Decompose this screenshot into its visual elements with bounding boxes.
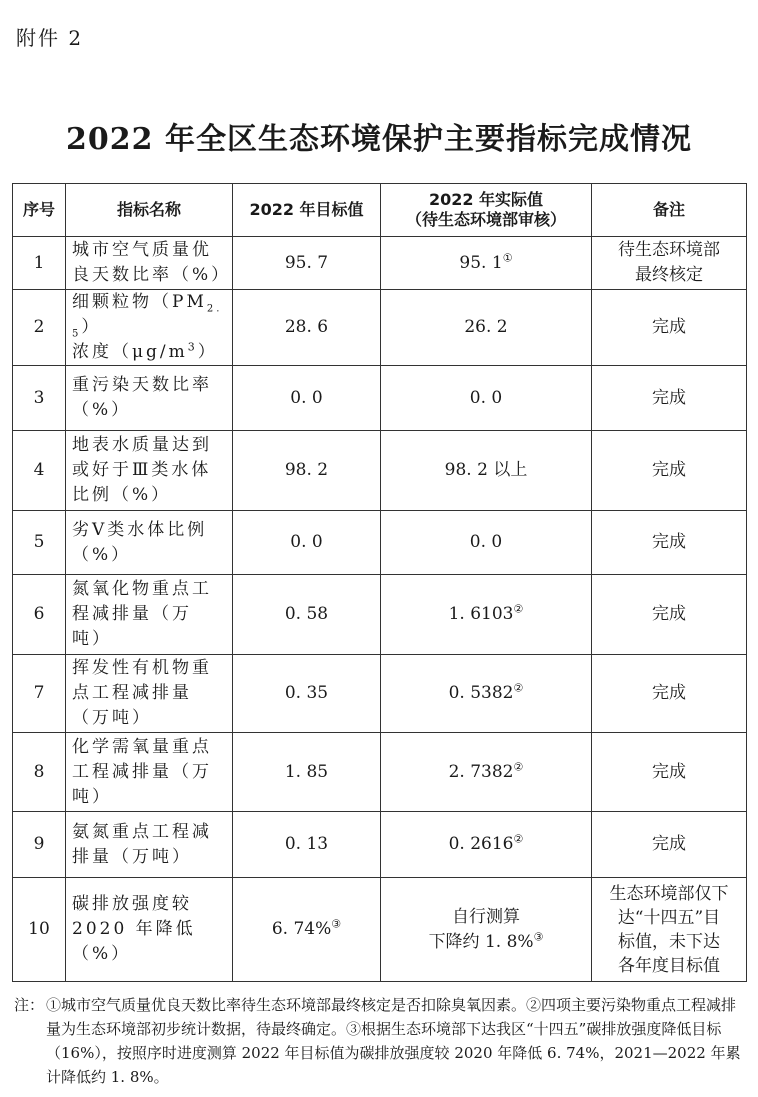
row-actual: 26. 2 xyxy=(381,290,592,366)
row-actual: 0. 2616② xyxy=(381,812,592,878)
footnote-text: ①城市空气质量优良天数比率待生态环境部最终核定是否扣除臭氧因素。②四项主要污染物重点工程减排量为生态环境部初步统计数据，待最终确定。③根据生态环境部下达我区“十四五”碳排放强度降低目标（16%），按照序时进度测算 2022 年目标值为碳排放强度较 2020 年降低 6. 74%，2021—2022 年累计降低约 1. 8%。 xyxy=(46,996,741,1086)
row-no: 10 xyxy=(13,878,66,982)
row-no: 1 xyxy=(13,237,66,290)
row-target: 95. 7 xyxy=(233,237,381,290)
header-no: 序号 xyxy=(13,184,66,237)
row-remark: 完成 xyxy=(592,655,747,733)
table-row xyxy=(13,655,747,733)
table-row xyxy=(13,290,747,366)
row-target: 98. 2 xyxy=(233,431,381,511)
attachment-label: 附件 2 xyxy=(16,26,84,50)
row-actual: 0. 0 xyxy=(381,366,592,431)
row-name: 城市空气质量优 良天数比率（%） xyxy=(66,237,233,290)
row-no: 8 xyxy=(13,733,66,812)
row-remark: 完成 xyxy=(592,511,747,575)
row-target: 1. 85 xyxy=(233,733,381,812)
row-remark: 完成 xyxy=(592,366,747,431)
header-actual: 2022 年实际值 （待生态环境部审核） xyxy=(381,184,592,237)
row-no: 5 xyxy=(13,511,66,575)
row-remark: 完成 xyxy=(592,431,747,511)
row-no: 2 xyxy=(13,290,66,366)
row-name: 细颗粒物$(PM_{2. 5})$ 浓度$(\mu g/m^3)$ xyxy=(66,290,233,366)
table-row xyxy=(13,575,747,655)
row-name: 劣Ⅴ类水体比例 （%） xyxy=(66,511,233,575)
row-remark: 完成 xyxy=(592,575,747,655)
table-row xyxy=(13,237,747,290)
row-actual: 95. 1① xyxy=(381,237,592,290)
header-remark: 备注 xyxy=(592,184,747,237)
row-target: 6. 74%③ xyxy=(233,878,381,982)
row-target: 0. 0 xyxy=(233,511,381,575)
row-target: 28. 6 xyxy=(233,290,381,366)
row-target: 0. 35 xyxy=(233,655,381,733)
row-actual: 自行测算 下降约 1. 8%③ xyxy=(381,878,592,982)
table-row xyxy=(13,431,747,511)
header-target: 2022 年目标值 xyxy=(233,184,381,237)
indicator-table xyxy=(12,183,747,982)
row-name: 氮氧化物重点工 程减排量（万 吨） xyxy=(66,575,233,655)
table-header-row xyxy=(13,184,747,237)
row-no: 3 xyxy=(13,366,66,431)
row-no: 4 xyxy=(13,431,66,511)
row-actual: 98. 2 以上 xyxy=(381,431,592,511)
row-target: 0. 0 xyxy=(233,366,381,431)
row-no: 7 xyxy=(13,655,66,733)
row-target: 0. 13 xyxy=(233,812,381,878)
row-remark: 待生态环境部 最终核定 xyxy=(592,237,747,290)
row-no: 6 xyxy=(13,575,66,655)
page-title: 2022 年全区生态环境保护主要指标完成情况 xyxy=(66,122,692,157)
row-name: 化学需氧量重点 工程减排量（万 吨） xyxy=(66,733,233,812)
row-target: 0. 58 xyxy=(233,575,381,655)
row-name: 碳排放强度较 2020 年降低（%） xyxy=(66,878,233,982)
table-row xyxy=(13,812,747,878)
header-name: 指标名称 xyxy=(66,184,233,237)
row-actual: 0. 5382② xyxy=(381,655,592,733)
row-actual: 1. 6103② xyxy=(381,575,592,655)
table-row xyxy=(13,366,747,431)
table-row xyxy=(13,878,747,982)
row-remark: 完成 xyxy=(592,290,747,366)
row-remark: 完成 xyxy=(592,812,747,878)
table-row xyxy=(13,733,747,812)
row-remark: 完成 xyxy=(592,733,747,812)
row-actual: 0. 0 xyxy=(381,511,592,575)
footnote xyxy=(14,993,748,1089)
row-no: 9 xyxy=(13,812,66,878)
table-row xyxy=(13,511,747,575)
row-name: 地表水质量达到 或好于Ⅲ类水体 比例（%） xyxy=(66,431,233,511)
row-remark: 生态环境部仅下 达“十四五”目 标值，未下达 各年度目标值 xyxy=(592,878,747,982)
footnote-label: 注： xyxy=(14,996,45,1014)
row-actual: 2. 7382② xyxy=(381,733,592,812)
row-name: 挥发性有机物重 点工程减排量 （万吨） xyxy=(66,655,233,733)
row-name: 重污染天数比率 （%） xyxy=(66,366,233,431)
row-name: 氨氮重点工程减 排量（万吨） xyxy=(66,812,233,878)
